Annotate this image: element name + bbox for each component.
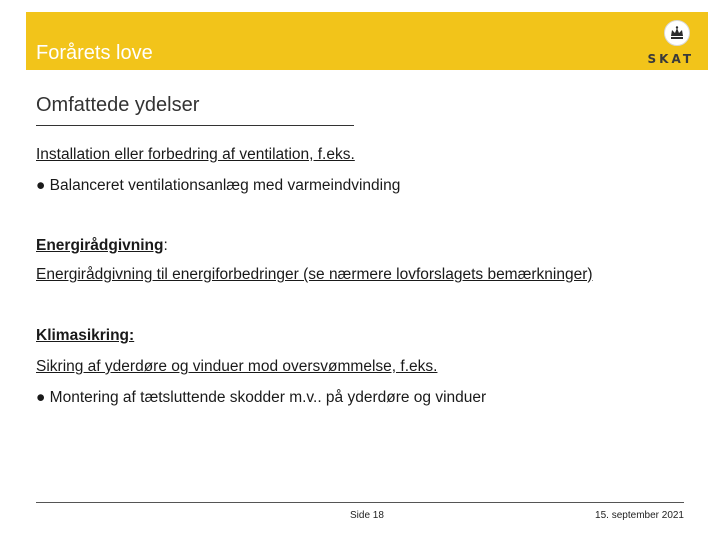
crown-emblem-icon (664, 20, 690, 46)
ventilation-bullet: ● Balanceret ventilationsanlæg med varmeindvinding (36, 177, 401, 194)
section-climate-heading: Klimasikring: (36, 327, 135, 344)
logo-text: SKAT (647, 52, 694, 66)
slide-title: Omfattede ydelser (36, 94, 200, 116)
energy-body: Energirådgivning til energiforbedringer (se nærmere lovforslagets bemærkninger) (36, 266, 593, 283)
presentation-title: Forårets love (36, 42, 153, 64)
page-number: Side 18 (350, 510, 384, 521)
section-energy-heading: Energirådgivning (36, 237, 164, 254)
climate-bullet: ● Montering af tætsluttende skodder m.v.. på yderdøre og vinduer (36, 389, 487, 406)
section-energy-heading-colon: : (163, 237, 168, 254)
skat-logo (618, 20, 698, 68)
section-ventilation-heading: Installation eller forbedring af ventilation, f.eks. (36, 146, 355, 163)
footer-date: 15. september 2021 (595, 510, 684, 521)
title-divider (36, 125, 354, 126)
section-energy-heading-line (36, 237, 168, 255)
header-bar (26, 12, 708, 70)
climate-body: Sikring af yderdøre og vinduer mod oversvømmelse, f.eks. (36, 358, 438, 375)
footer-divider (36, 502, 684, 503)
